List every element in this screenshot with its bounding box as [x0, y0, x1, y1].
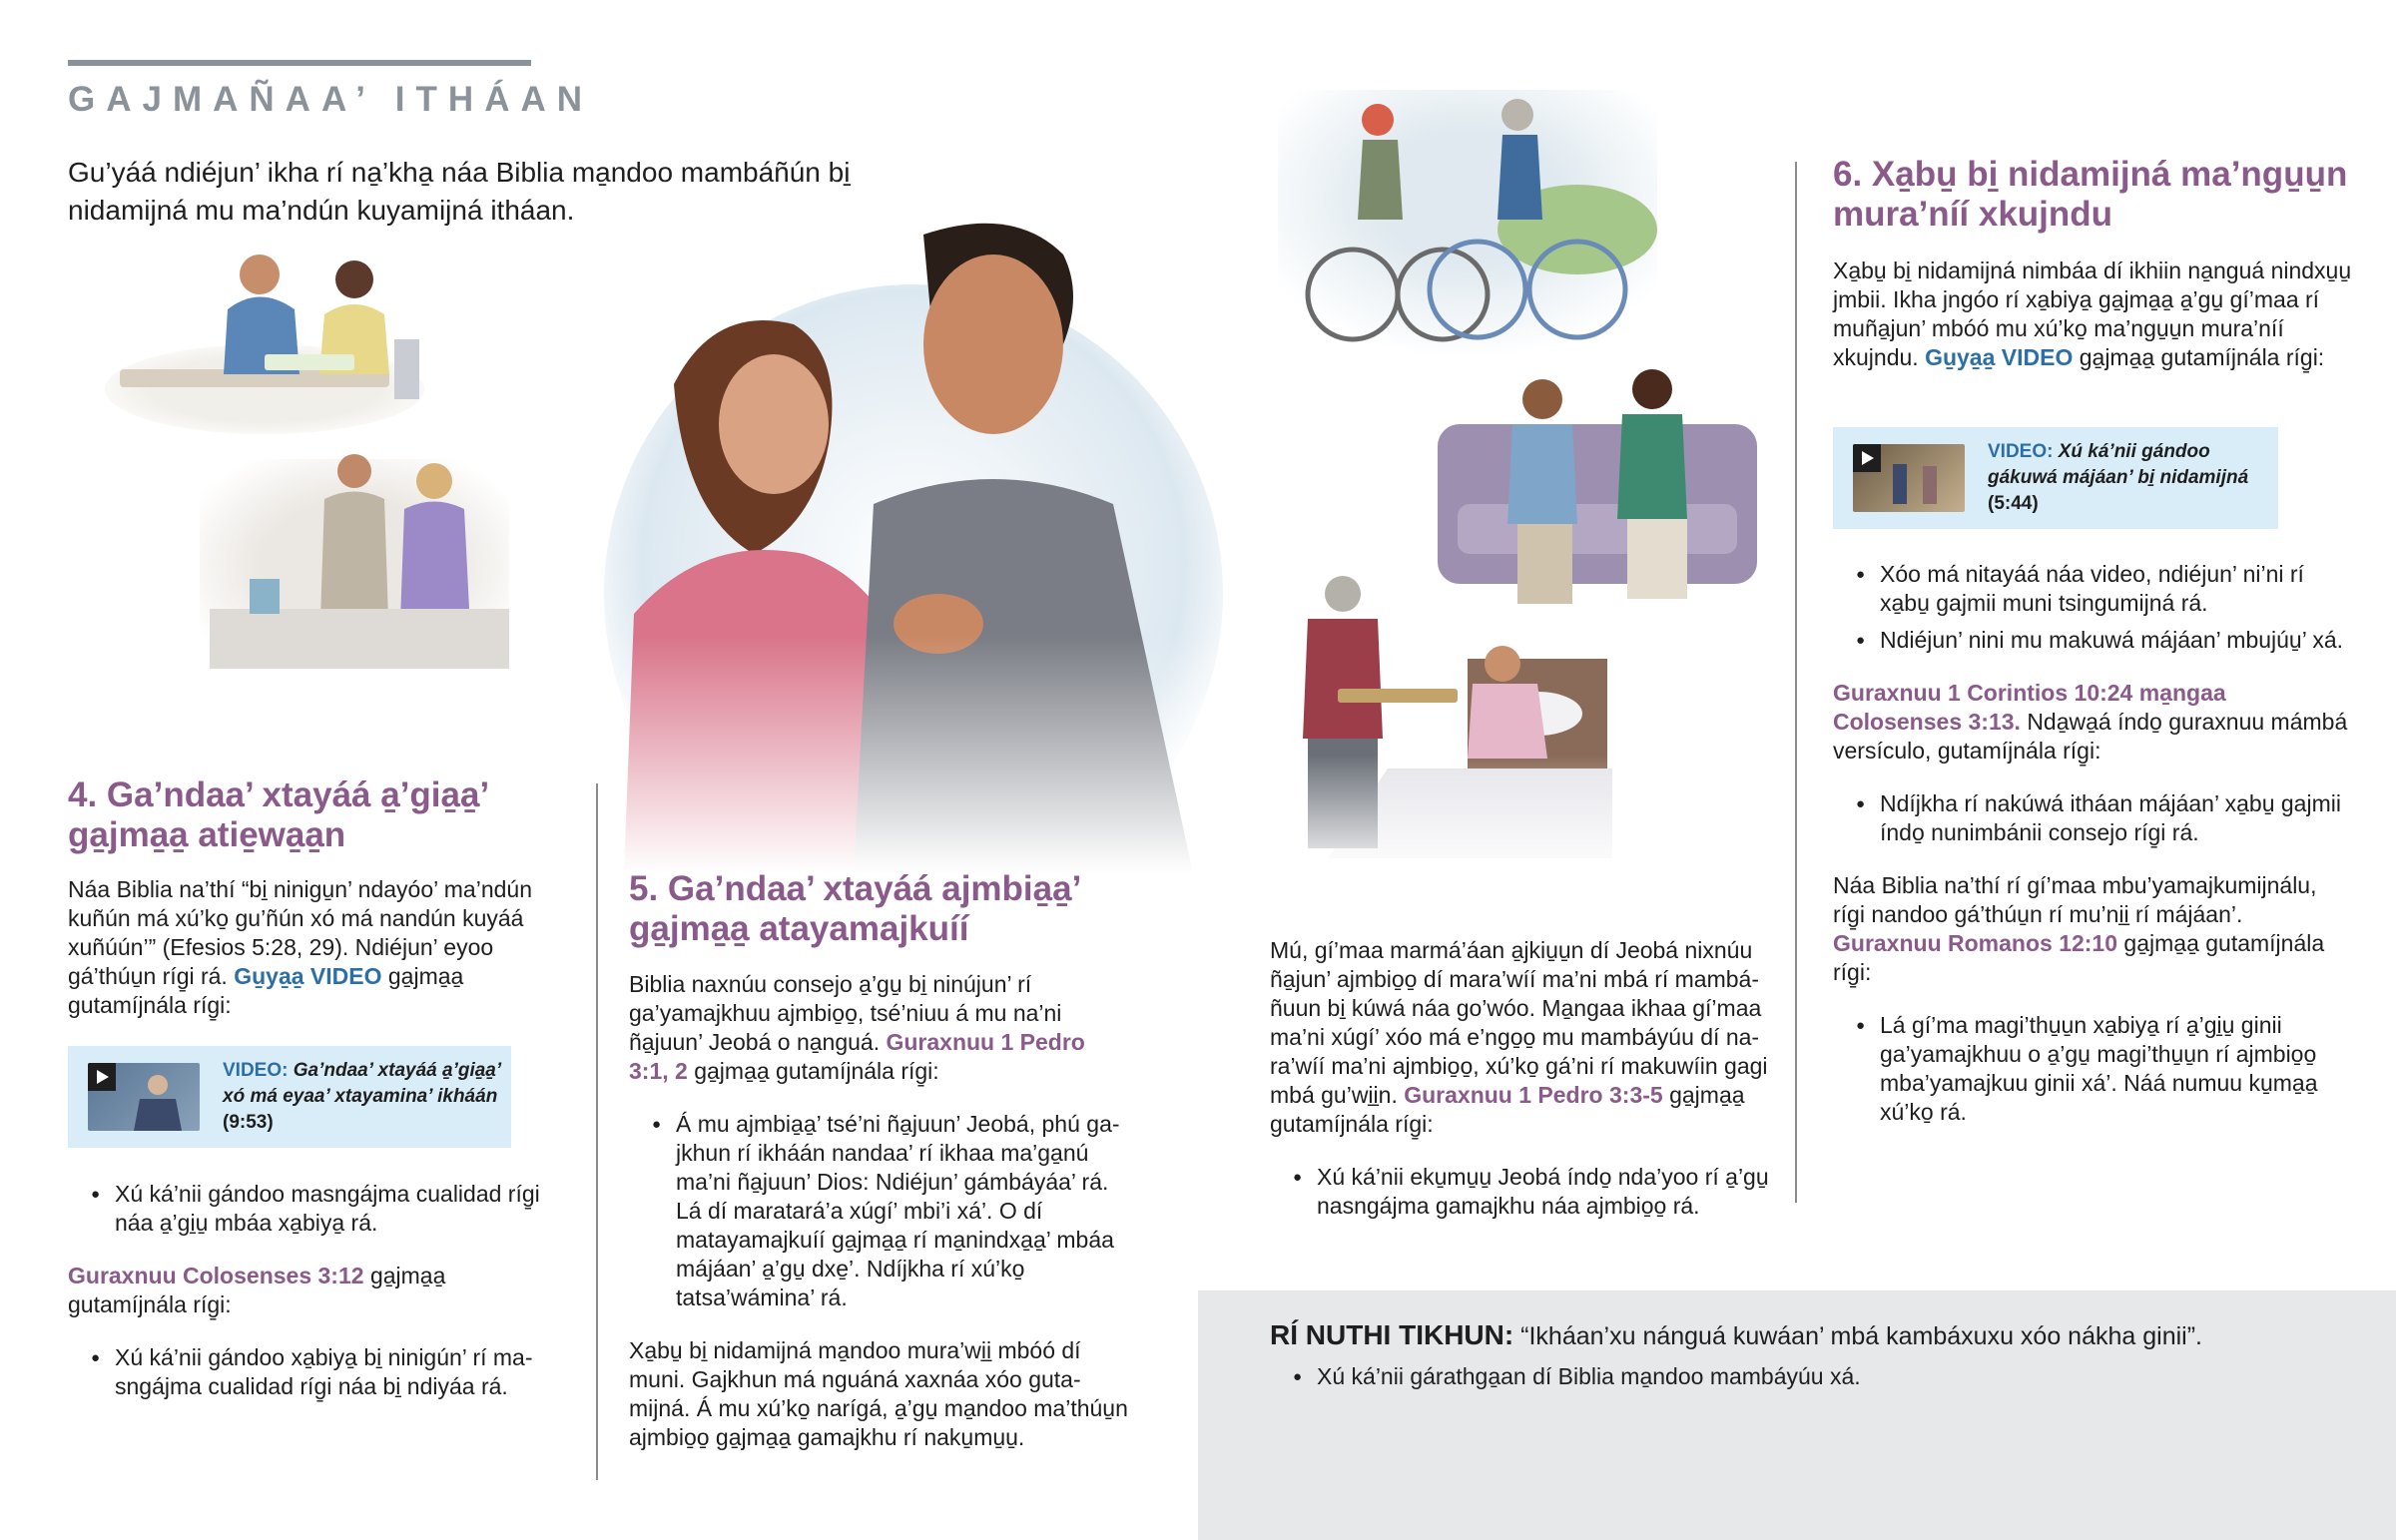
video-thumbnail[interactable]: [1853, 444, 1965, 512]
section-6-lower-body: [1833, 560, 2352, 1151]
couple-cycling-illustration: [1278, 90, 1657, 359]
section-6-paragraph-3: [1833, 871, 2352, 987]
summary-content: [1270, 1319, 2368, 1415]
scripture-reference[interactable]: Guraxnuu 1 Corintios 10:24 ma̱ngaa Colosenses 3:13.: [1833, 680, 2226, 735]
video-title: Xú ká’nii gándoo gákuwá májáan’ bi̱ nidamijná: [1988, 441, 2249, 488]
section-4-text-2: ga̱jma̱a̱ gutamíjnála ríg̱i:: [68, 1263, 446, 1317]
section-6-text-2: Nda̱wa̱á índo̱ guraxnuu mámbá versículo, gutamíjnála ríg̱i:: [1833, 709, 2348, 764]
header-rule: [68, 60, 531, 66]
section-6-text-end: ga̱jma̱a̱ gutamíjnála ríg̱i:: [2079, 344, 2325, 370]
video-duration: (5:44): [1988, 493, 2039, 514]
play-icon[interactable]: [88, 1063, 116, 1091]
summary-label: RÍ NUTHI TIKHUN:: [1270, 1319, 1514, 1350]
center-bullet-1: ● Xú ká’nii eku̱mu̱u̱ Jeobá índo̱ nda’yoo rí a̱’gu̱ nasngájma gamajkhu náa ajmbio̱o̱ rá.: [1270, 1163, 1769, 1221]
section-4-paragraph: [68, 875, 567, 1020]
section-4-bullet-2: ● Xú ká’nii gándoo xa̱biya̱ bi̱ ninigún’ rí masngájma cualidad ríg̱i náa bi̱ ndiyáa rá.: [68, 1343, 567, 1401]
scripture-reference[interactable]: Guraxnuu 1 Pedro 3:3-5: [1404, 1082, 1663, 1108]
section-5-paragraph-1: [629, 970, 1128, 1086]
section-6-heading: 6. Xa̱bu̱ bi̱ nidamijná ma’ngu̱u̱n mura’níí xkujndu: [1833, 155, 2348, 234]
couple-studying-illustration: [100, 240, 429, 439]
section-6-text-3-end: ga̱jma̱a̱ gutamíjnála ríg̱i:: [1833, 930, 2325, 985]
watch-video-link[interactable]: Gu̱ya̱a̱ VIDEO: [234, 963, 382, 989]
couple-cooking-illustration: [190, 439, 519, 679]
section-6-paragraph-2: [1833, 679, 2352, 766]
section-6-bullet-1: ● Xóo má nitayáá náa video, ndiéjun’ ni’ni rí xa̱bu̱ gajmii muni tsingumijná rá.: [1833, 560, 2352, 618]
section-4-reference-paragraph: [68, 1262, 567, 1319]
section-4-heading: 4. Ga’ndaa’ xtayáá a̱’gia̱a̱’ ga̱jma̱a̱ atie̱wa̱a̱n: [68, 775, 488, 854]
scripture-reference[interactable]: Guraxnuu 1 Pedro 3:1, 2: [629, 1029, 1085, 1084]
column-divider-left: [596, 783, 598, 1480]
summary-bullet: ● Xú ká’nii gárathga̱an dí Biblia ma̱ndoo mambáyúu xá.: [1270, 1362, 2368, 1391]
section-4-body: [68, 875, 567, 1044]
video-caption: [223, 1058, 502, 1136]
video-card-section-4[interactable]: [68, 1046, 511, 1148]
play-icon[interactable]: [1853, 444, 1881, 472]
page-kicker: GAJMAÑAA’ ITHÁAN: [68, 80, 594, 119]
video-label: VIDEO:: [1988, 441, 2054, 462]
section-6-bullet-3: ● Ndíjkha rí nakúwá itháan májáan’ xa̱bu̱ gajmii índo̱ nunimbánii consejo ríg̱i rá.: [1833, 789, 2352, 847]
section-5-heading: 5. Ga’ndaa’ xtayáá ajmbia̱a̱’ ga̱jma̱a̱ atayamajkuíí: [629, 869, 1080, 948]
watch-video-link[interactable]: Gu̱ya̱a̱ VIDEO: [1925, 344, 2074, 370]
video-caption: [1988, 439, 2272, 517]
intro-text: Gu’yáá ndiéjun’ ikha rí na̱’kha̱ náa Biblia ma̱ndoo mambáñún bi̱ nidamijná mu ma’ndún kuyamijná itháan.: [68, 157, 851, 226]
video-thumbnail[interactable]: [88, 1063, 200, 1131]
center-text-end: ga̱jma̱a̱ gutamíjnála ríg̱i:: [1270, 1082, 1745, 1137]
section-6-body: [1833, 257, 2352, 396]
scripture-reference[interactable]: Guraxnuu Colosenses 3:12: [68, 1263, 364, 1288]
section-6-bullet-2: ● Ndiéjun’ nini mu makuwá májáan’ mbujúu̱’ xá.: [1833, 626, 2352, 655]
section-5-text: Biblia naxnúu consejo a̱’gu̱ bi̱ ninújun’ rí ga’yamajkhuu ajmbio̱o̱, tsé’niuu á mu na’ni ña̱juun’ Jeobá o na̱nguá.: [629, 971, 1062, 1055]
section-4-bullet-1: ● Xú ká’nii gándoo masngájma cualidad ríg̱i náa a̱’gi̱u̱ mbáa xa̱biya̱ rá.: [68, 1180, 567, 1238]
section-5-text-end: ga̱jma̱a̱ gutamíjnála ríg̱i:: [694, 1058, 939, 1084]
section-5-body: [629, 970, 1128, 1476]
column-divider-right: [1795, 162, 1797, 1203]
video-title: Ga’ndaa’ xtayáá a̱’gia̱a̱’ xó má eyaa’ xtayamina’ ikháán: [223, 1060, 501, 1107]
section-4-lower-body: [68, 1180, 567, 1425]
center-column-body: [1270, 936, 1769, 1245]
section-6-text: Xa̱bu̱ bi̱ nidamijná nimbáa dí ikhiin na̱nguá nindxu̱u̱ jmbii. Ikha jngóo rí xa̱biya̱ ga̱jma̱a̱ a̱’gu̱ gí’maa rí muña̱jun’ mbóó mu xú’ko̱ ma’ngu̱u̱n mura’níí xkujndu.: [1833, 257, 2352, 370]
center-text: Mú, gí’maa marmá’áan a̱jkiu̱u̱n dí Jeobá nixnúu ña̱jun’ ajmbio̱o̱ dí mara’wíí ma’ni mbá rí mambáñuun bi̱ kúwá náa go’wóo. Ma̱ngaa ikhaa gí’maa ma’ni xúgí’ xóo má e’ngo̱o̱ mu mambáyúu dí nara’wíí ma’ni ajmbio̱o̱, xú’ko̱ gá’ni rí makuwíin gagi mbá gu’wi̱i̱n.: [1270, 937, 1768, 1108]
section-5-paragraph-2: Xa̱bu̱ bi̱ nidamijná ma̱ndoo mura’wi̱i̱ mbóó dí muni. Gajkhun má nguáná xaxnáa xóo gutamijná. Á mu xú’ko̱ narígá, a̱’gu̱ ma̱ndoo ma’thúu̱n ajmbio̱o̱ ga̱jma̱a̱ gamajkhu rí naku̱mu̱u̱.: [629, 1337, 1128, 1450]
couple-holding-hands-illustration: [594, 195, 1233, 873]
section-6-text-3: Náa Biblia na’thí rí gí’maa mbu’yamajkumijnálu, ríg̱i nandoo gá’thúu̱n rí mu’ni̱i̱ rí májáan’.: [1833, 872, 2317, 927]
section-4-text: Náa Biblia na’thí “bi̱ ninigu̱n’ ndayóo’ ma’ndún kuñún má xú’ko̱ gu’ñún xó má nandún kuyáá xuñúún’” (Efesios 5:28, 29). Ndiéjun’ eyoo gá’thúu̱n ríg̱i rá.: [68, 876, 532, 989]
section-5-bullet-1: ● Á mu ajmbia̱a̱’ tsé’ni ña̱juun’ Jeobá, phú gajkhun rí ikháán nandaa’ rí ikhaa ma’ga̱nú ma’ni ña̱juun’ Dios: Ndiéjun’ gámbáyáa’ rá. Lá dí maratará’a xúgí’ mbi’i xá’. O dí matayamajkuíí ga̱jma̱a̱ rí ma̱nindxa̱a̱’ mbáa májáan’ a̱’gu̱ dxe̱’. Ndíjkha rí xú’ko̱ tatsa’wámina’ rá.: [629, 1110, 1128, 1312]
summary-line: [1270, 1319, 2368, 1352]
video-card-section-6[interactable]: [1833, 427, 2278, 529]
section-4-text-end: ga̱jma̱a̱ gutamíjnála ríg̱i:: [68, 963, 464, 1018]
summary-quote: “Ikháan’xu nánguá kuwáan’ mbá kambáxuxu xóo nákha ginii”.: [1520, 1322, 2202, 1350]
scripture-reference[interactable]: Guraxnuu Romanos 12:10: [1833, 930, 2118, 956]
video-duration: (9:53): [223, 1112, 274, 1133]
husband-caring-for-wife-illustration: [1268, 569, 1617, 878]
center-paragraph: [1270, 936, 1769, 1139]
video-label: VIDEO:: [223, 1060, 289, 1081]
section-6-paragraph-1: [1833, 257, 2352, 372]
section-6-bullet-4: ● Lá gí’ma magi’thu̱u̱n xa̱biya̱ rí a̱’gi̱u̱ ginii ga’yamajkhuu o a̱’gu̱ magi’thu̱u̱n rí ajmbio̱o̱ mba’yamajkuu ginii xá’. Náá numuu ku̱ma̱a̱ xú’ko̱ rá.: [1833, 1011, 2352, 1127]
